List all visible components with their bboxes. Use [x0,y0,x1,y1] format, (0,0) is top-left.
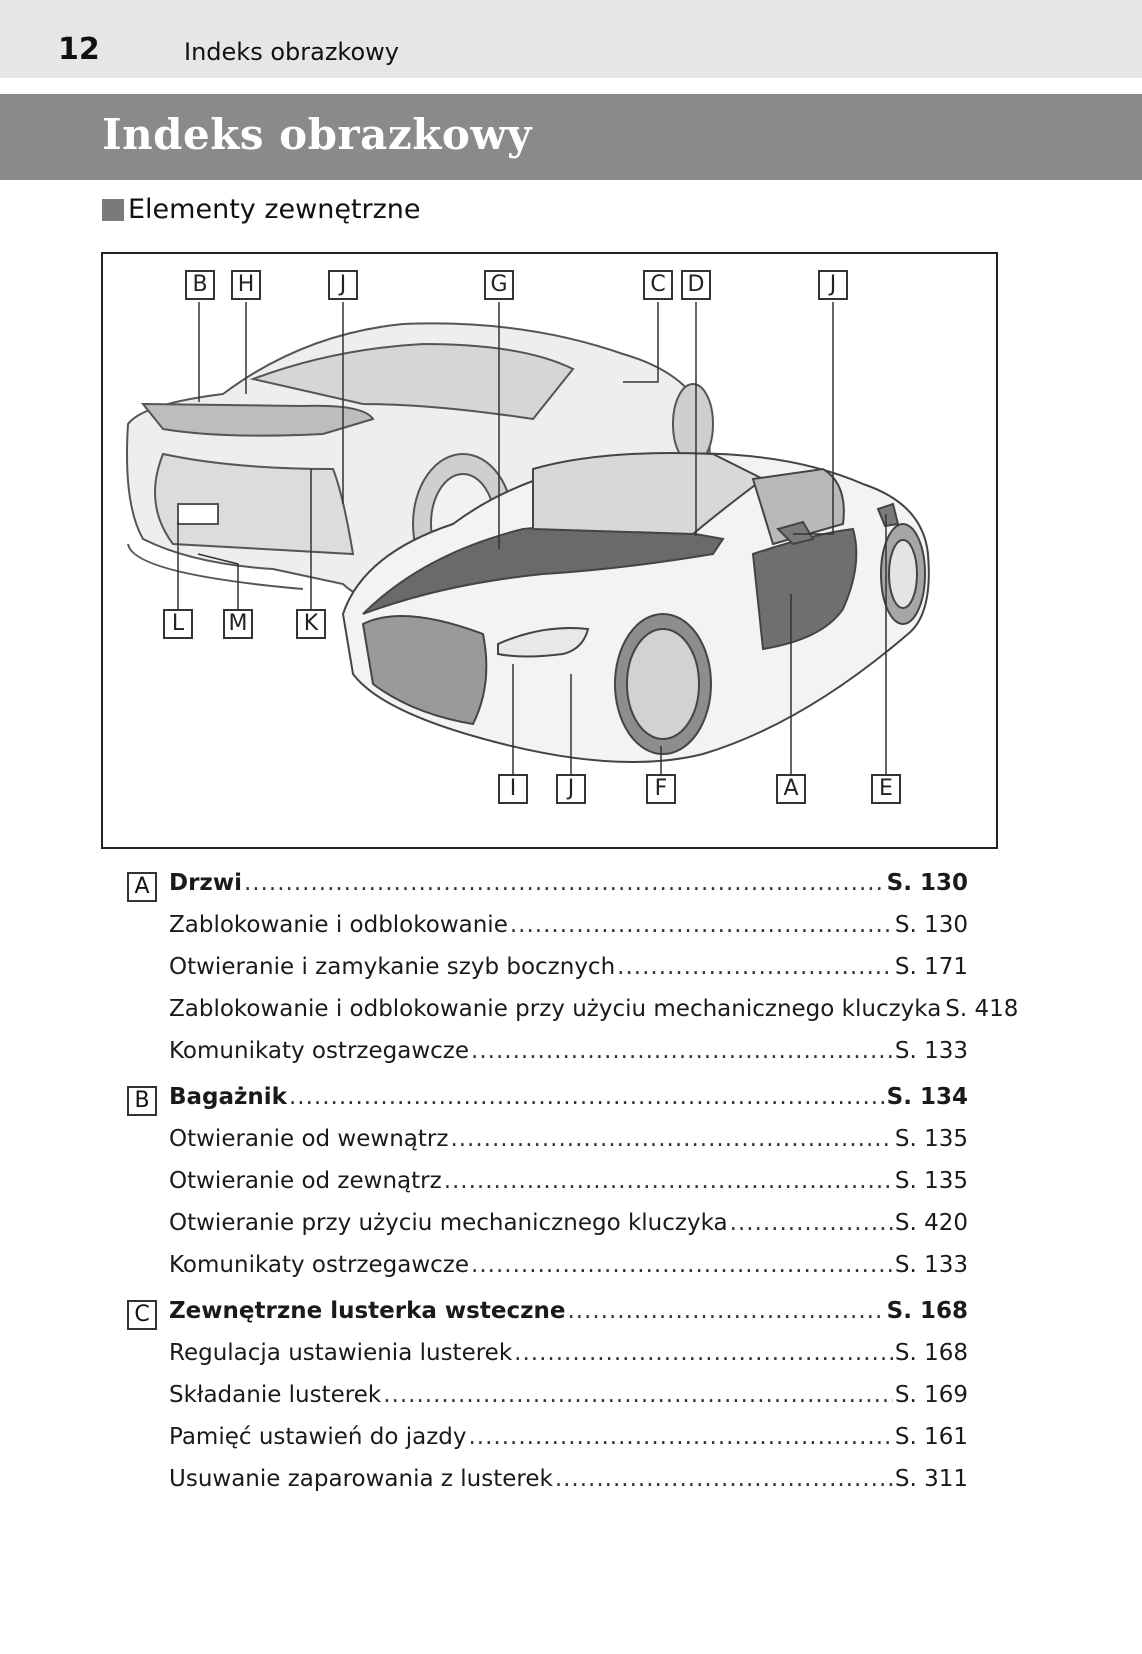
callout-f: F [646,774,676,804]
dot-leader [450,1126,892,1152]
callout-k: K [296,609,326,639]
dot-leader [617,954,893,980]
index-subentry[interactable] [169,1424,968,1458]
subentry-label: Komunikaty ostrzegawcze [169,1038,470,1064]
entry-label: Drzwi [169,870,242,896]
callout-j-bottom: J [556,774,586,804]
index-subentry[interactable] [169,1168,968,1202]
callout-j-top-right: J [818,270,848,300]
callout-c: C [643,270,673,300]
index-subentry[interactable] [169,996,1019,1030]
dot-leader [471,1038,893,1064]
index-subentry[interactable] [169,1382,968,1416]
subentry-label: Pamięć ustawień do jazdy [169,1424,467,1450]
callout-e: E [871,774,901,804]
index-entry-main[interactable] [169,1084,968,1118]
running-title: Indeks obrazkowy [184,38,399,66]
subentry-label: Składanie lusterek [169,1382,382,1408]
index-subentry[interactable] [169,1038,968,1072]
callout-b: B [185,270,215,300]
subentry-page: S. 168 [894,1340,968,1366]
entry-page: S. 168 [886,1298,968,1324]
subentry-page: S. 135 [894,1126,968,1152]
section-title: Elementy zewnętrzne [128,194,421,225]
callout-j-top-left: J [328,270,358,300]
index-subentry[interactable] [169,954,968,988]
index-subentry[interactable] [169,1126,968,1160]
subentry-page: S. 133 [894,1038,968,1064]
entry-badge-b: B [127,1086,157,1116]
subentry-page: S. 130 [894,912,968,938]
dot-leader [471,1252,893,1278]
dot-leader [469,1424,893,1450]
callout-m: M [223,609,253,639]
entry-label: Bagażnik [169,1084,287,1110]
subentry-label: Otwieranie przy użyciu mechanicznego kluczyka [169,1210,728,1236]
car-exterior-illustration [101,252,998,849]
index-subentry[interactable] [169,912,968,946]
dot-leader [289,1084,885,1110]
callout-l: L [163,609,193,639]
page-number: 12 [58,32,100,67]
car-drawing [103,254,996,847]
dot-leader [444,1168,893,1194]
subentry-label: Zablokowanie i odblokowanie [169,912,508,938]
callout-i: I [498,774,528,804]
subentry-label: Regulacja ustawienia lusterek [169,1340,513,1366]
dot-leader [555,1466,893,1492]
index-entry-main[interactable] [169,870,968,904]
subentry-page: S. 418 [945,996,1019,1022]
callout-d: D [681,270,711,300]
section-heading [102,194,421,225]
index-entry-main[interactable] [169,1298,968,1332]
callout-h: H [231,270,261,300]
subentry-page: S. 311 [894,1466,968,1492]
dot-leader [244,870,885,896]
subentry-page: S. 420 [894,1210,968,1236]
dot-leader [567,1298,884,1324]
subentry-page: S. 161 [894,1424,968,1450]
subentry-page: S. 171 [894,954,968,980]
subentry-page: S. 169 [894,1382,968,1408]
entry-label: Zewnętrzne lusterka wsteczne [169,1298,566,1324]
entry-page: S. 134 [886,1084,968,1110]
square-bullet-icon [102,199,124,221]
index-subentry[interactable] [169,1340,968,1374]
entry-badge-a: A [127,872,157,902]
subentry-label: Zablokowanie i odblokowanie przy użyciu mechanicznego kluczyka [169,996,942,1022]
entry-page: S. 130 [886,870,968,896]
subentry-page: S. 133 [894,1252,968,1278]
dot-leader [510,912,893,938]
index-subentry[interactable] [169,1252,968,1286]
page-title: Indeks obrazkowy [102,110,532,159]
index-subentry[interactable] [169,1466,968,1500]
subentry-label: Otwieranie i zamykanie szyb bocznych [169,954,616,980]
subentry-label: Usuwanie zaparowania z lusterek [169,1466,553,1492]
callout-g: G [484,270,514,300]
entry-badge-c: C [127,1300,157,1330]
subentry-label: Otwieranie od zewnątrz [169,1168,442,1194]
header-bar [0,0,1142,78]
dot-leader [383,1382,893,1408]
subentry-label: Otwieranie od wewnątrz [169,1126,449,1152]
callout-a: A [776,774,806,804]
dot-leader [730,1210,893,1236]
dot-leader [514,1340,893,1366]
index-subentry[interactable] [169,1210,968,1244]
subentry-page: S. 135 [894,1168,968,1194]
subentry-label: Komunikaty ostrzegawcze [169,1252,470,1278]
